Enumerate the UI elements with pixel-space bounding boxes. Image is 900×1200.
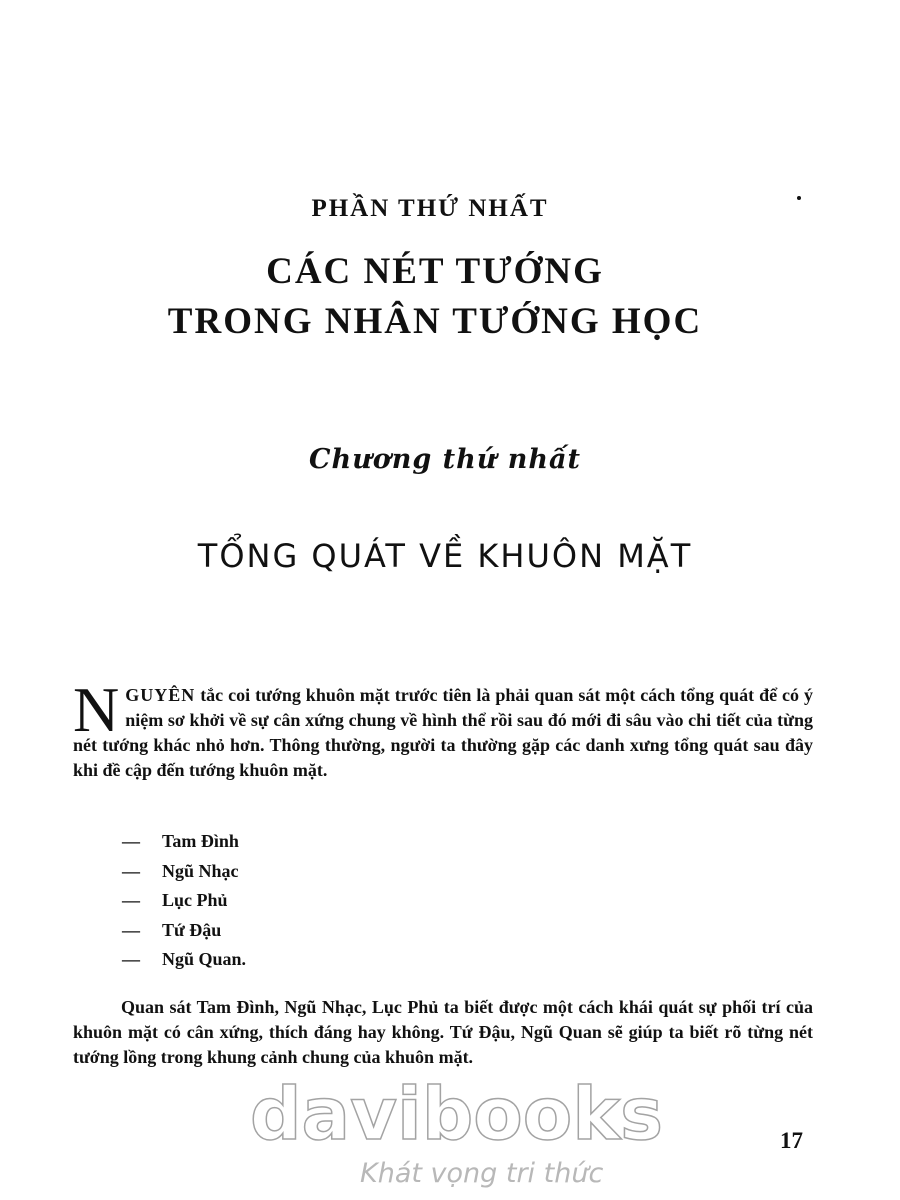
list-item-text: Lục Phủ <box>162 890 228 910</box>
intro-lead-word: GUYÊN <box>125 685 196 705</box>
list-item-text: Ngũ Nhạc <box>162 860 239 881</box>
part-label: PHẦN THỨ NHẤT <box>311 195 549 222</box>
list-item <box>122 886 246 916</box>
list-item-text: Ngũ Quan. <box>162 949 247 969</box>
watermark-logo: davibooks <box>250 1072 663 1156</box>
list-item <box>122 945 246 975</box>
list-item-text: Tứ Đậu <box>162 919 222 940</box>
intro-text: tắc coi tướng khuôn mặt trước tiên là phải quan sát một cách tổng quát để có ý niệm sơ khởi về sự cân xứng chung về hình thể rồi sau đó mới đi sâu vào chi tiết của từng nét tướng khác nhỏ hơn. Thông thường, người ta thường gặp các danh xưng tổng quát sau đây khi đề cập đến tướng khuôn mặt. <box>73 685 813 780</box>
list-dash: — <box>122 860 140 881</box>
part-title-line-1: CÁC NÉT TƯỚNG <box>266 251 604 292</box>
list-dash: — <box>122 890 140 910</box>
watermark-tagline: Khát vọng tri thức <box>360 1158 604 1189</box>
closing-paragraph: Quan sát Tam Đình, Ngũ Nhạc, Lục Phủ ta biết được một cách khái quát sự phối trí của khuôn mặt có cân xứng, thích đáng hay không. Tứ Đậu, Ngũ Quan sẽ giúp ta biết rõ từng nét tướng lồng trong khung cảnh chung của khuôn mặt. <box>73 997 813 1067</box>
drop-cap: N <box>73 674 120 745</box>
list-item <box>122 827 246 857</box>
list-dash: — <box>122 949 140 969</box>
chapter-label: Chương thứ nhất <box>308 444 582 475</box>
page-number: 17 <box>780 1128 803 1153</box>
list-dash: — <box>122 919 140 940</box>
part-title-line-2: TRONG NHÂN TƯỚNG HỌC <box>167 301 703 342</box>
list-dash: — <box>122 831 140 851</box>
term-list <box>122 827 246 975</box>
list-item-text: Tam Đình <box>162 831 239 851</box>
chapter-title: TỔNG QUÁT VỀ KHUÔN MẶT <box>197 537 693 575</box>
list-item <box>122 857 246 887</box>
intro-paragraph <box>73 674 813 783</box>
list-item <box>122 916 246 946</box>
